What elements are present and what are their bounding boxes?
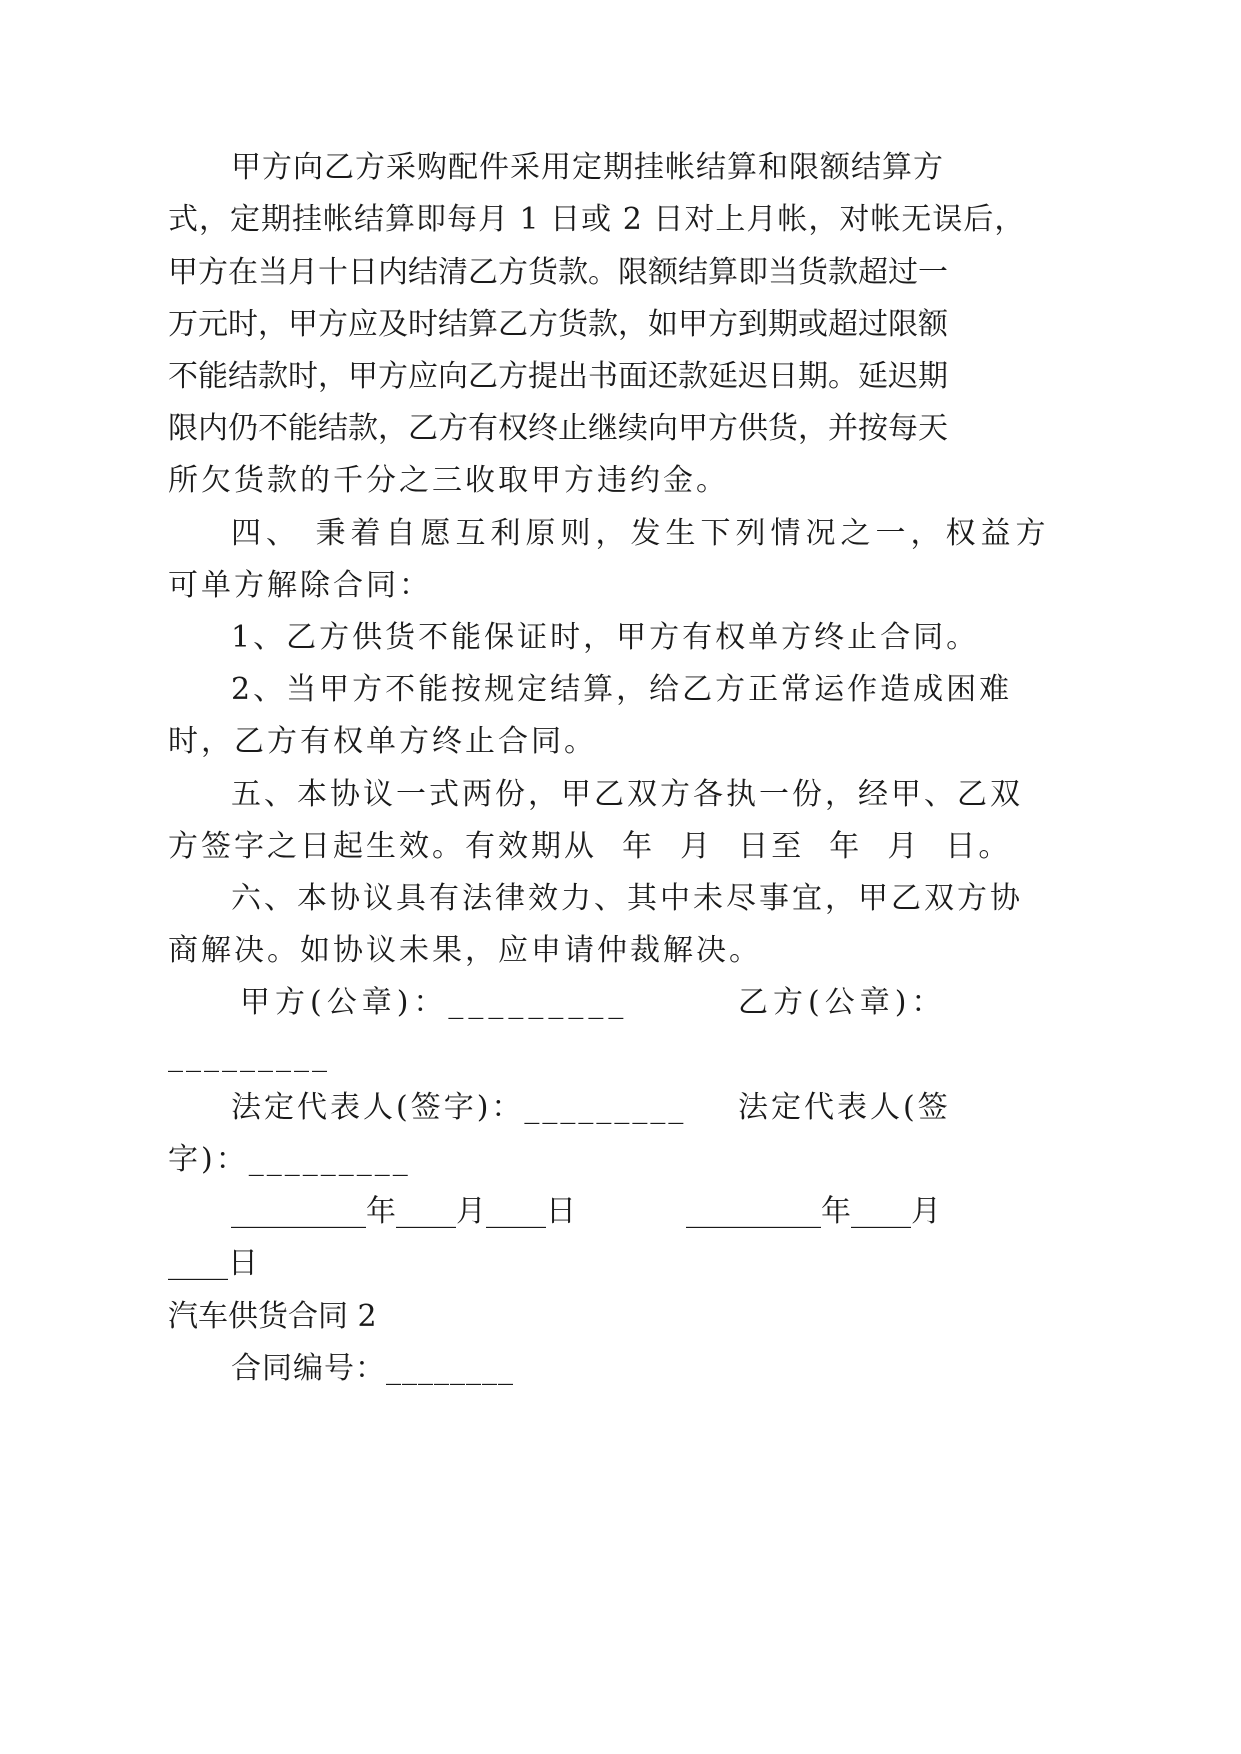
paragraph-line: 可单方解除合同： [168, 568, 432, 603]
paragraph-line: 式，定期挂帐结算即每月 1 日或 2 日对上月帐，对帐无误后， [168, 202, 1026, 237]
section-heading: 汽车供货合同 2 [168, 1299, 377, 1334]
list-item: 2、当甲方不能按规定结算，给乙方正常运作造成困难 [231, 672, 1013, 707]
paragraph-line: 甲 方 在 当 月 十 日 内 结 清 乙 方 货 款 。 限 额 结 算 即 当 货 款 超 过 一 [168, 255, 948, 290]
party-b-seal-blank: _________ [168, 1038, 330, 1073]
party-a-representative-field: 法定代表人(签字)：_________ [231, 1090, 687, 1125]
list-item: 时，乙方有权单方终止合同。 [168, 724, 597, 759]
party-a-date-field: _________年____月____日 [231, 1194, 576, 1229]
paragraph-line: 不 能 结 款 时 ， 甲 方 应 向 乙 方 提 出 书 面 还 款 延 迟 日 期 。 延 迟 期 [168, 359, 948, 394]
paragraph-line: 六、本协议具有法律效力、其中未尽事宜，甲乙双方协 [231, 881, 1023, 916]
party-b-date-field: _________年____月 [686, 1194, 941, 1229]
paragraph-line: 四、 秉着自愿互利原则，发生下列情况之一，权益方 [231, 516, 1051, 551]
paragraph-line: 五、本协议一式两份，甲乙双方各执一份，经甲、乙双 [231, 777, 1023, 812]
list-item: 1、乙方供货不能保证时，甲方有权单方终止合同。 [231, 620, 980, 655]
party-b-representative-field-cont: 字)：_________ [168, 1142, 411, 1177]
paragraph-line: 所欠货款的千分之三收取甲方违约金。 [168, 463, 729, 498]
party-b-date-field-cont: ____日 [168, 1246, 258, 1281]
contract-number-field: 合同编号：________ [231, 1351, 514, 1386]
party-b-representative-field: 法定代表人(签 [738, 1090, 951, 1125]
paragraph-line: 万 元 时 ， 甲 方 应 及 时 结 算 乙 方 货 款 ， 如 甲 方 到 期 或 超 过 限 额 [168, 307, 948, 342]
party-a-seal-field: 甲方(公章)：_________ [240, 985, 629, 1020]
paragraph-line: 商解决。如协议未果，应申请仲裁解决。 [168, 933, 762, 968]
paragraph-line: 甲 方 向 乙 方 采 购 配 件 采 用 定 期 挂 帐 结 算 和 限 额 结 算 方 [231, 150, 943, 185]
paragraph-line: 限 内 仍 不 能 结 款 ， 乙 方 有 权 终 止 继 续 向 甲 方 供 货 ， 并 按 每 天 [168, 411, 948, 446]
party-b-seal-field: 乙方(公章)： [738, 985, 947, 1020]
paragraph-line: 方签字之日起生效。有效期从 年 月 日至 年 月 日。 [168, 829, 1012, 864]
